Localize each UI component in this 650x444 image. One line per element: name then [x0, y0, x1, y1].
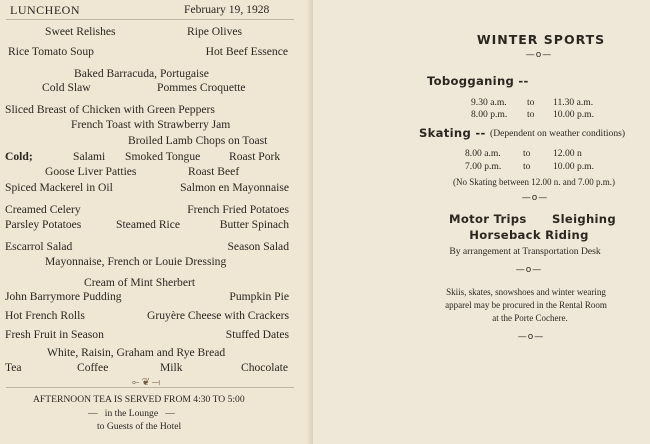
skating-footnote: (No Skating between 12.00 n. and 7.00 p.m.) [453, 177, 615, 187]
motor-trips: Motor Trips [449, 212, 527, 226]
menu-item: Gruyère Cheese with Crackers [147, 309, 289, 322]
menu-item: Season Salad [227, 240, 289, 253]
menu-item: Spiced Mackerel in Oil [5, 181, 113, 194]
menu-title: LUNCHEON [10, 3, 80, 17]
tea-text: in the Lounge [104, 408, 159, 419]
luncheon-menu-page [0, 0, 313, 444]
menu-item: Rice Tomato Soup [8, 45, 94, 58]
menu-item: Mayonnaise, French or Louie Dressing [45, 255, 227, 268]
menu-date: February 19, 1928 [184, 3, 270, 16]
menu-item: Stuffed Dates [225, 328, 289, 341]
rental-text: at the Porte Cochere. [492, 313, 568, 323]
menu-item: French Fried Potatoes [187, 203, 289, 216]
header-rule [6, 19, 294, 20]
divider: —o— [521, 193, 549, 203]
menu-item: Escarrol Salad [5, 240, 73, 253]
menu-item: Chocolate [240, 361, 288, 374]
rental-text: apparel may be procured in the Rental Room [445, 300, 607, 310]
time-to: to [523, 161, 531, 172]
time-start: 7.00 p.m. [465, 161, 502, 172]
menu-item: Hot French Rolls [5, 309, 85, 322]
divider: —o— [525, 50, 553, 60]
sports-title: WINTER SPORTS [476, 32, 606, 47]
rental-text: Skiis, skates, snowshoes and winter wearing [446, 287, 606, 297]
time-end: 10.00 p.m. [553, 109, 595, 120]
menu-item: Salmon en Mayonnaise [180, 181, 289, 194]
menu-item: Hot Beef Essence [205, 45, 288, 58]
menu-item: Creamed Celery [5, 203, 81, 216]
time-end: 12.00 n [553, 148, 582, 159]
divider: —o— [517, 332, 545, 342]
time-start: 8.00 a.m. [465, 148, 501, 159]
menu-item: Salami [73, 150, 106, 163]
menu-item: Butter Spinach [219, 218, 289, 231]
menu-item: Roast Pork [229, 150, 281, 163]
time-end: 10.00 p.m. [553, 161, 595, 172]
time-to: to [527, 109, 535, 120]
skating-heading: Skating -- [419, 126, 486, 140]
tea-line [33, 393, 245, 407]
footer-rule [6, 387, 294, 388]
menu-item: White, Raisin, Graham and Rye Bread [47, 346, 226, 359]
tea-text: to Guests of the Hotel [97, 421, 182, 432]
menu-item: Smoked Tongue [125, 150, 201, 163]
menu-item: Coffee [77, 361, 109, 374]
menu-item: Broiled Lamb Chops on Toast [128, 134, 268, 147]
menu-item: John Barrymore Pudding [5, 290, 122, 303]
menu-item: Parsley Potatoes [5, 218, 82, 231]
time-start: 8.00 p.m. [471, 109, 508, 120]
menu-item: Milk [160, 361, 183, 374]
tea-line: — in the Lounge — [88, 408, 175, 419]
time-end: 11.30 a.m. [553, 97, 594, 108]
menu-item: Steamed Rice [116, 218, 181, 231]
menu-item: Tea [5, 361, 22, 374]
menu-item: Baked Barracuda, Portugaise [74, 67, 209, 80]
time-start: 9.30 a.m. [471, 97, 507, 108]
menu-item: Sliced Breast of Chicken with Green Peppers [5, 103, 215, 116]
divider: —o— [515, 265, 543, 275]
menu-item: Pommes Croquette [157, 81, 246, 94]
sleighing: Sleighing [552, 212, 616, 226]
menu-item: Ripe Olives [187, 25, 243, 38]
time-to: to [527, 97, 535, 108]
menu-item: Roast Beef [188, 165, 240, 178]
menu-item: Goose Liver Patties [45, 165, 137, 178]
horseback-riding: Horseback Riding [469, 228, 589, 242]
menu-item: Pumpkin Pie [229, 290, 289, 303]
menu-item: Cream of Mint Sherbert [84, 276, 196, 289]
menu-item: French Toast with Strawberry Jam [71, 118, 231, 131]
menu-label-cold: Cold; [5, 150, 33, 163]
winter-sports-page [313, 0, 650, 444]
menu-item: Sweet Relishes [45, 25, 116, 38]
arrangement-note: By arrangement at Transportation Desk [449, 246, 601, 257]
skating-note: (Dependent on weather conditions) [490, 128, 626, 139]
flourish-ornament: ⟜ ❦ ⟞ [131, 377, 161, 388]
time-to: to [523, 148, 531, 159]
menu-item: Fresh Fruit in Season [5, 328, 104, 341]
menu-item: Cold Slaw [42, 81, 91, 94]
tobogganing-heading: Tobogganing -- [427, 74, 529, 88]
tea-text: AFTERNOON TEA IS SERVED FROM 4:30 TO 5:00 [33, 394, 245, 405]
